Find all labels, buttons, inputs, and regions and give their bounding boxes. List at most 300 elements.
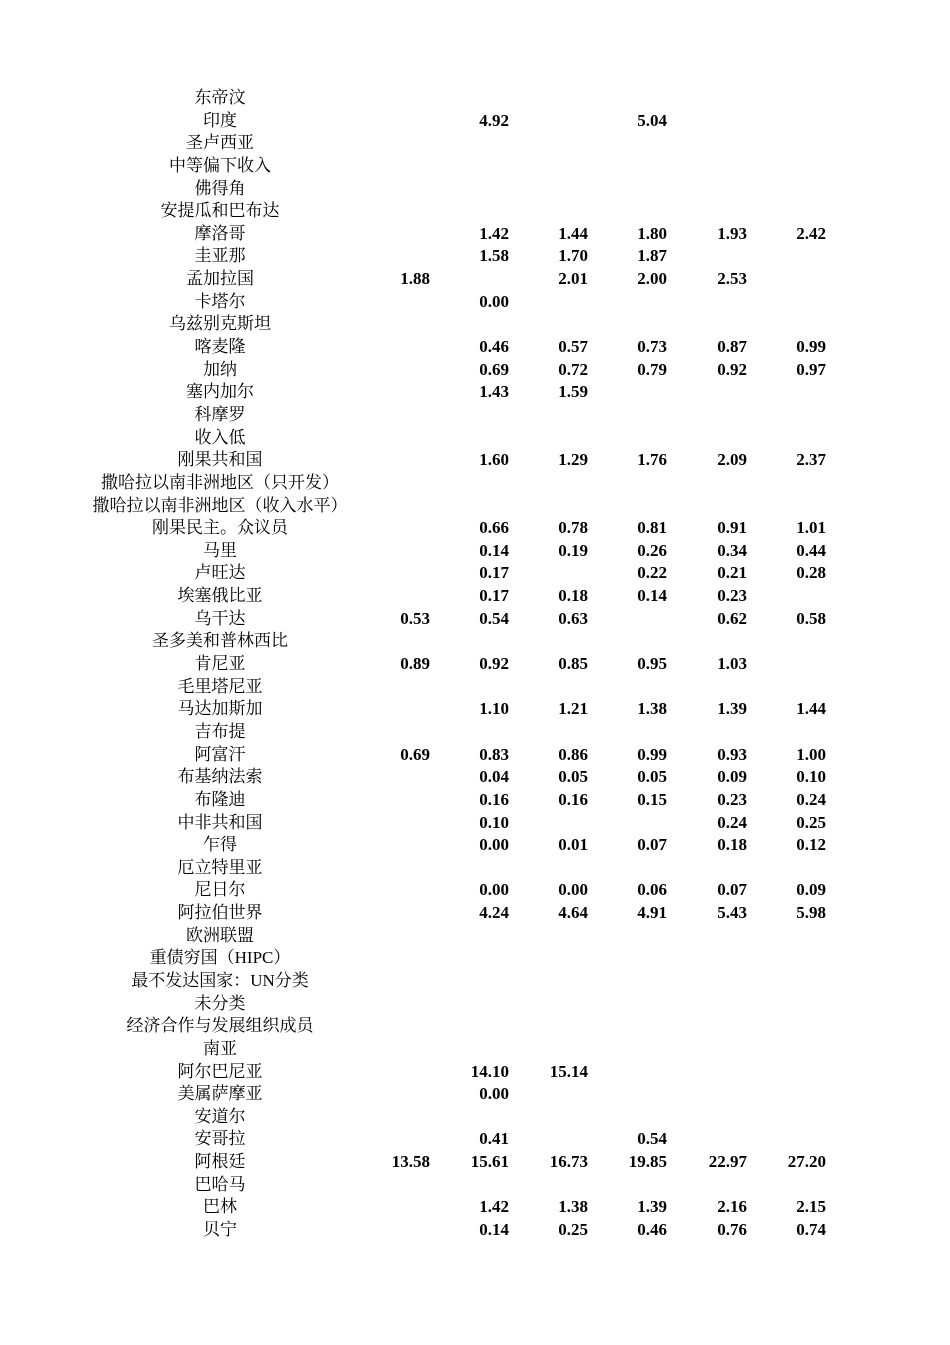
value-cell: 16.73 [549, 1152, 588, 1172]
row-label: 加纳 [203, 359, 237, 379]
value-cell: 1.38 [558, 1197, 588, 1217]
value-cell [360, 698, 430, 721]
row-label: 圭亚那 [194, 246, 246, 266]
value-cell: 0.78 [558, 518, 588, 538]
value-cell: 0.99 [796, 337, 826, 357]
table-row [0, 110, 950, 133]
value-cell: 0.79 [637, 359, 667, 379]
value-cell [756, 1128, 826, 1151]
value-cell [756, 1083, 826, 1106]
value-cell: 0.16 [558, 789, 588, 809]
row-label: 巴林 [203, 1197, 237, 1217]
value-cell [518, 200, 588, 223]
value-cell [677, 925, 747, 948]
value-cell [677, 200, 747, 223]
value-cell [756, 1174, 826, 1197]
table-row [0, 562, 950, 585]
value-cell: 0.66 [479, 518, 509, 538]
table-row [0, 1015, 950, 1038]
value-cell [360, 1219, 430, 1242]
value-cell: 4.92 [479, 110, 509, 130]
value-cell [756, 1061, 826, 1084]
value-cell: 0.10 [796, 767, 826, 787]
row-label: 重债穷国（HIPC） [149, 948, 291, 968]
value-cell [360, 313, 430, 336]
table-row [0, 540, 950, 563]
value-cell [518, 427, 588, 450]
value-cell [360, 517, 430, 540]
value-cell: 0.95 [637, 654, 667, 674]
value-cell [518, 857, 588, 880]
value-cell: 1.70 [558, 246, 588, 266]
table-row [0, 608, 950, 631]
value-cell [756, 925, 826, 948]
value-cell [518, 1038, 588, 1061]
value-cell: 1.21 [558, 699, 588, 719]
value-cell: 1.29 [558, 450, 588, 470]
row-label: 撒哈拉以南非洲地区（收入水平） [92, 495, 348, 515]
value-cell: 0.25 [558, 1220, 588, 1240]
value-cell: 0.87 [717, 337, 747, 357]
value-cell [360, 902, 430, 925]
value-cell [597, 132, 667, 155]
value-cell [677, 630, 747, 653]
data-table [0, 87, 950, 1242]
value-cell: 0.86 [558, 744, 588, 764]
table-row [0, 970, 950, 993]
value-cell [677, 1061, 747, 1084]
value-cell [756, 721, 826, 744]
row-label: 南亚 [203, 1038, 237, 1058]
table-row [0, 245, 950, 268]
value-cell: 0.09 [717, 767, 747, 787]
value-cell [439, 427, 509, 450]
value-cell [756, 676, 826, 699]
value-cell [677, 993, 747, 1016]
value-cell [360, 676, 430, 699]
value-cell [597, 1038, 667, 1061]
value-cell: 0.23 [717, 789, 747, 809]
value-cell [677, 404, 747, 427]
row-label: 摩洛哥 [194, 223, 246, 243]
value-cell [439, 313, 509, 336]
table-row [0, 1106, 950, 1129]
value-cell [439, 993, 509, 1016]
value-cell: 0.24 [796, 789, 826, 809]
value-cell [677, 495, 747, 518]
row-label: 中等偏下收入 [169, 155, 271, 175]
value-cell: 0.05 [637, 767, 667, 787]
row-label: 布隆迪 [194, 789, 246, 809]
value-cell: 1.59 [558, 382, 588, 402]
table-row [0, 178, 950, 201]
value-cell: 0.05 [558, 767, 588, 787]
value-cell [756, 653, 826, 676]
value-cell [360, 449, 430, 472]
value-cell: 1.01 [796, 518, 826, 538]
value-cell: 0.14 [479, 540, 509, 560]
row-label: 乍得 [203, 835, 237, 855]
value-cell [439, 495, 509, 518]
value-cell [518, 110, 588, 133]
value-cell [756, 110, 826, 133]
value-cell [677, 313, 747, 336]
table-row [0, 1196, 950, 1219]
value-cell [518, 472, 588, 495]
value-cell [518, 404, 588, 427]
value-cell [756, 970, 826, 993]
row-label: 孟加拉国 [186, 269, 254, 289]
value-cell: 0.00 [479, 835, 509, 855]
value-cell: 5.04 [637, 110, 667, 130]
value-cell: 0.00 [558, 880, 588, 900]
value-cell: 0.34 [717, 540, 747, 560]
value-cell: 1.58 [479, 246, 509, 266]
row-label: 吉布提 [194, 721, 246, 741]
value-cell [360, 812, 430, 835]
value-cell [756, 291, 826, 314]
value-cell [518, 1083, 588, 1106]
table-row [0, 925, 950, 948]
value-cell [360, 834, 430, 857]
row-label: 刚果民主。众议员 [152, 518, 288, 538]
value-cell [756, 1038, 826, 1061]
value-cell [597, 1061, 667, 1084]
value-cell: 2.42 [796, 223, 826, 243]
row-label: 圣卢西亚 [186, 133, 254, 153]
value-cell: 0.89 [400, 654, 430, 674]
value-cell: 0.46 [637, 1220, 667, 1240]
value-cell [756, 993, 826, 1016]
table-row [0, 1083, 950, 1106]
value-cell: 1.43 [479, 382, 509, 402]
value-cell: 2.00 [637, 269, 667, 289]
value-cell: 2.53 [717, 269, 747, 289]
table-row [0, 902, 950, 925]
value-cell: 0.23 [717, 586, 747, 606]
value-cell [439, 268, 509, 291]
row-label: 卡塔尔 [194, 291, 246, 311]
row-label: 毛里塔尼亚 [177, 676, 263, 696]
row-label: 经济合作与发展组织成员 [126, 1016, 314, 1036]
value-cell: 0.73 [637, 337, 667, 357]
table-row [0, 200, 950, 223]
value-cell [439, 132, 509, 155]
value-cell [597, 925, 667, 948]
value-cell [439, 970, 509, 993]
row-label: 安哥拉 [194, 1129, 246, 1149]
value-cell [439, 947, 509, 970]
value-cell: 0.06 [637, 880, 667, 900]
table-row [0, 268, 950, 291]
value-cell [597, 676, 667, 699]
value-cell [518, 947, 588, 970]
row-label: 阿根廷 [194, 1152, 246, 1172]
table-row [0, 585, 950, 608]
value-cell: 15.14 [549, 1061, 588, 1081]
value-cell [597, 87, 667, 110]
value-cell [756, 495, 826, 518]
value-cell: 2.01 [558, 269, 588, 289]
value-cell [360, 359, 430, 382]
value-cell [756, 630, 826, 653]
value-cell [677, 1015, 747, 1038]
value-cell [518, 178, 588, 201]
value-cell [756, 1015, 826, 1038]
value-cell [756, 178, 826, 201]
row-label: 阿富汗 [194, 744, 246, 764]
value-cell [756, 404, 826, 427]
row-label: 乌兹别克斯坦 [169, 314, 271, 334]
value-cell: 0.46 [479, 337, 509, 357]
value-cell [360, 155, 430, 178]
value-cell [439, 155, 509, 178]
value-cell: 4.91 [637, 903, 667, 923]
value-cell [597, 178, 667, 201]
value-cell [518, 925, 588, 948]
value-cell: 0.18 [558, 586, 588, 606]
value-cell: 1.39 [717, 699, 747, 719]
value-cell [518, 1015, 588, 1038]
table-row [0, 1038, 950, 1061]
table-row [0, 517, 950, 540]
value-cell: 0.85 [558, 654, 588, 674]
value-cell [360, 1196, 430, 1219]
value-cell [360, 630, 430, 653]
value-cell [439, 676, 509, 699]
value-cell: 0.15 [637, 789, 667, 809]
value-cell: 1.42 [479, 223, 509, 243]
table-row [0, 1219, 950, 1242]
value-cell [597, 857, 667, 880]
row-label: 佛得角 [194, 178, 246, 198]
value-cell: 0.99 [637, 744, 667, 764]
value-cell [518, 721, 588, 744]
value-cell [756, 857, 826, 880]
value-cell [677, 245, 747, 268]
value-cell: 0.24 [717, 812, 747, 832]
value-cell [360, 993, 430, 1016]
table-row [0, 1061, 950, 1084]
value-cell [518, 1128, 588, 1151]
value-cell: 2.15 [796, 1197, 826, 1217]
value-cell: 1.00 [796, 744, 826, 764]
value-cell: 0.10 [479, 812, 509, 832]
value-cell [518, 993, 588, 1016]
value-cell [597, 1083, 667, 1106]
value-cell [360, 1015, 430, 1038]
value-cell [360, 132, 430, 155]
table-row [0, 291, 950, 314]
value-cell [360, 427, 430, 450]
value-cell: 13.58 [391, 1152, 430, 1172]
value-cell [597, 472, 667, 495]
value-cell [518, 1174, 588, 1197]
value-cell [360, 404, 430, 427]
value-cell [597, 427, 667, 450]
value-cell: 0.92 [717, 359, 747, 379]
value-cell [360, 1083, 430, 1106]
value-cell: 0.54 [479, 608, 509, 628]
table-row [0, 495, 950, 518]
value-cell [360, 381, 430, 404]
value-cell [597, 313, 667, 336]
value-cell [677, 857, 747, 880]
table-row [0, 630, 950, 653]
row-label: 肯尼亚 [194, 654, 246, 674]
value-cell [360, 472, 430, 495]
value-cell: 0.92 [479, 654, 509, 674]
value-cell: 0.53 [400, 608, 430, 628]
value-cell [360, 857, 430, 880]
value-cell: 1.10 [479, 699, 509, 719]
value-cell [677, 381, 747, 404]
value-cell: 0.14 [637, 586, 667, 606]
table-row [0, 698, 950, 721]
value-cell: 0.44 [796, 540, 826, 560]
value-cell: 1.60 [479, 450, 509, 470]
value-cell [518, 970, 588, 993]
value-cell [518, 495, 588, 518]
value-cell: 0.00 [479, 880, 509, 900]
value-cell: 0.04 [479, 767, 509, 787]
row-label: 中非共和国 [177, 812, 263, 832]
value-cell [360, 1106, 430, 1129]
value-cell: 0.81 [637, 518, 667, 538]
value-cell: 0.12 [796, 835, 826, 855]
value-cell [677, 1038, 747, 1061]
table-row [0, 653, 950, 676]
value-cell: 0.74 [796, 1220, 826, 1240]
value-cell [439, 472, 509, 495]
value-cell [597, 495, 667, 518]
value-cell: 0.28 [796, 563, 826, 583]
value-cell [439, 857, 509, 880]
value-cell [597, 291, 667, 314]
value-cell: 0.41 [479, 1129, 509, 1149]
table-row [0, 404, 950, 427]
value-cell: 0.01 [558, 835, 588, 855]
value-cell [518, 132, 588, 155]
value-cell [756, 427, 826, 450]
row-label: 埃塞俄比亚 [177, 586, 263, 606]
table-row [0, 472, 950, 495]
value-cell [677, 970, 747, 993]
value-cell [439, 200, 509, 223]
value-cell: 1.88 [400, 269, 430, 289]
value-cell: 0.97 [796, 359, 826, 379]
table-row [0, 1174, 950, 1197]
table-row [0, 449, 950, 472]
row-label: 科摩罗 [194, 404, 246, 424]
value-cell: 2.16 [717, 1197, 747, 1217]
value-cell [360, 1174, 430, 1197]
value-cell [518, 155, 588, 178]
value-cell [360, 200, 430, 223]
value-cell [677, 110, 747, 133]
value-cell [597, 1106, 667, 1129]
value-cell [597, 630, 667, 653]
value-cell [360, 291, 430, 314]
value-cell [518, 630, 588, 653]
value-cell: 0.72 [558, 359, 588, 379]
value-cell: 0.17 [479, 586, 509, 606]
value-cell: 1.44 [796, 699, 826, 719]
value-cell: 0.07 [637, 835, 667, 855]
row-label: 安提瓜和巴布达 [160, 201, 280, 221]
value-cell: 5.98 [796, 903, 826, 923]
value-cell [360, 721, 430, 744]
value-cell [597, 993, 667, 1016]
value-cell: 0.18 [717, 835, 747, 855]
value-cell [360, 223, 430, 246]
value-cell [677, 472, 747, 495]
value-cell [677, 291, 747, 314]
table-row [0, 1151, 950, 1174]
value-cell [597, 381, 667, 404]
value-cell [518, 676, 588, 699]
value-cell [439, 925, 509, 948]
table-row [0, 812, 950, 835]
value-cell [597, 155, 667, 178]
value-cell: 0.21 [717, 563, 747, 583]
value-cell [677, 155, 747, 178]
row-label: 欧洲联盟 [186, 925, 254, 945]
value-cell [439, 404, 509, 427]
value-cell: 22.97 [708, 1152, 747, 1172]
value-cell [756, 585, 826, 608]
table-row [0, 789, 950, 812]
value-cell: 0.25 [796, 812, 826, 832]
table-row [0, 427, 950, 450]
value-cell [677, 1083, 747, 1106]
table-row [0, 993, 950, 1016]
value-cell: 0.69 [479, 359, 509, 379]
value-cell [597, 970, 667, 993]
value-cell [677, 1106, 747, 1129]
value-cell [677, 132, 747, 155]
value-cell: 0.14 [479, 1220, 509, 1240]
table-row [0, 857, 950, 880]
value-cell [360, 925, 430, 948]
value-cell [756, 947, 826, 970]
row-label: 美属萨摩亚 [177, 1084, 263, 1104]
value-cell [360, 947, 430, 970]
value-cell: 0.19 [558, 540, 588, 560]
row-label: 收入低 [194, 427, 246, 447]
value-cell [756, 155, 826, 178]
row-label: 布基纳法索 [177, 767, 263, 787]
row-label: 卢旺达 [194, 563, 246, 583]
value-cell [360, 1038, 430, 1061]
table-row [0, 1128, 950, 1151]
value-cell [360, 562, 430, 585]
value-cell [439, 1015, 509, 1038]
value-cell [756, 132, 826, 155]
value-cell [597, 200, 667, 223]
value-cell: 27.20 [787, 1152, 826, 1172]
row-label: 安道尔 [194, 1106, 246, 1126]
row-label: 尼日尔 [194, 880, 246, 900]
table-row [0, 359, 950, 382]
value-cell: 0.00 [479, 1084, 509, 1104]
value-cell [677, 1174, 747, 1197]
table-row [0, 766, 950, 789]
value-cell: 14.10 [470, 1061, 509, 1081]
row-label: 最不发达国家：UN分类 [131, 970, 309, 990]
row-label: 马里 [203, 540, 237, 560]
value-cell [439, 178, 509, 201]
